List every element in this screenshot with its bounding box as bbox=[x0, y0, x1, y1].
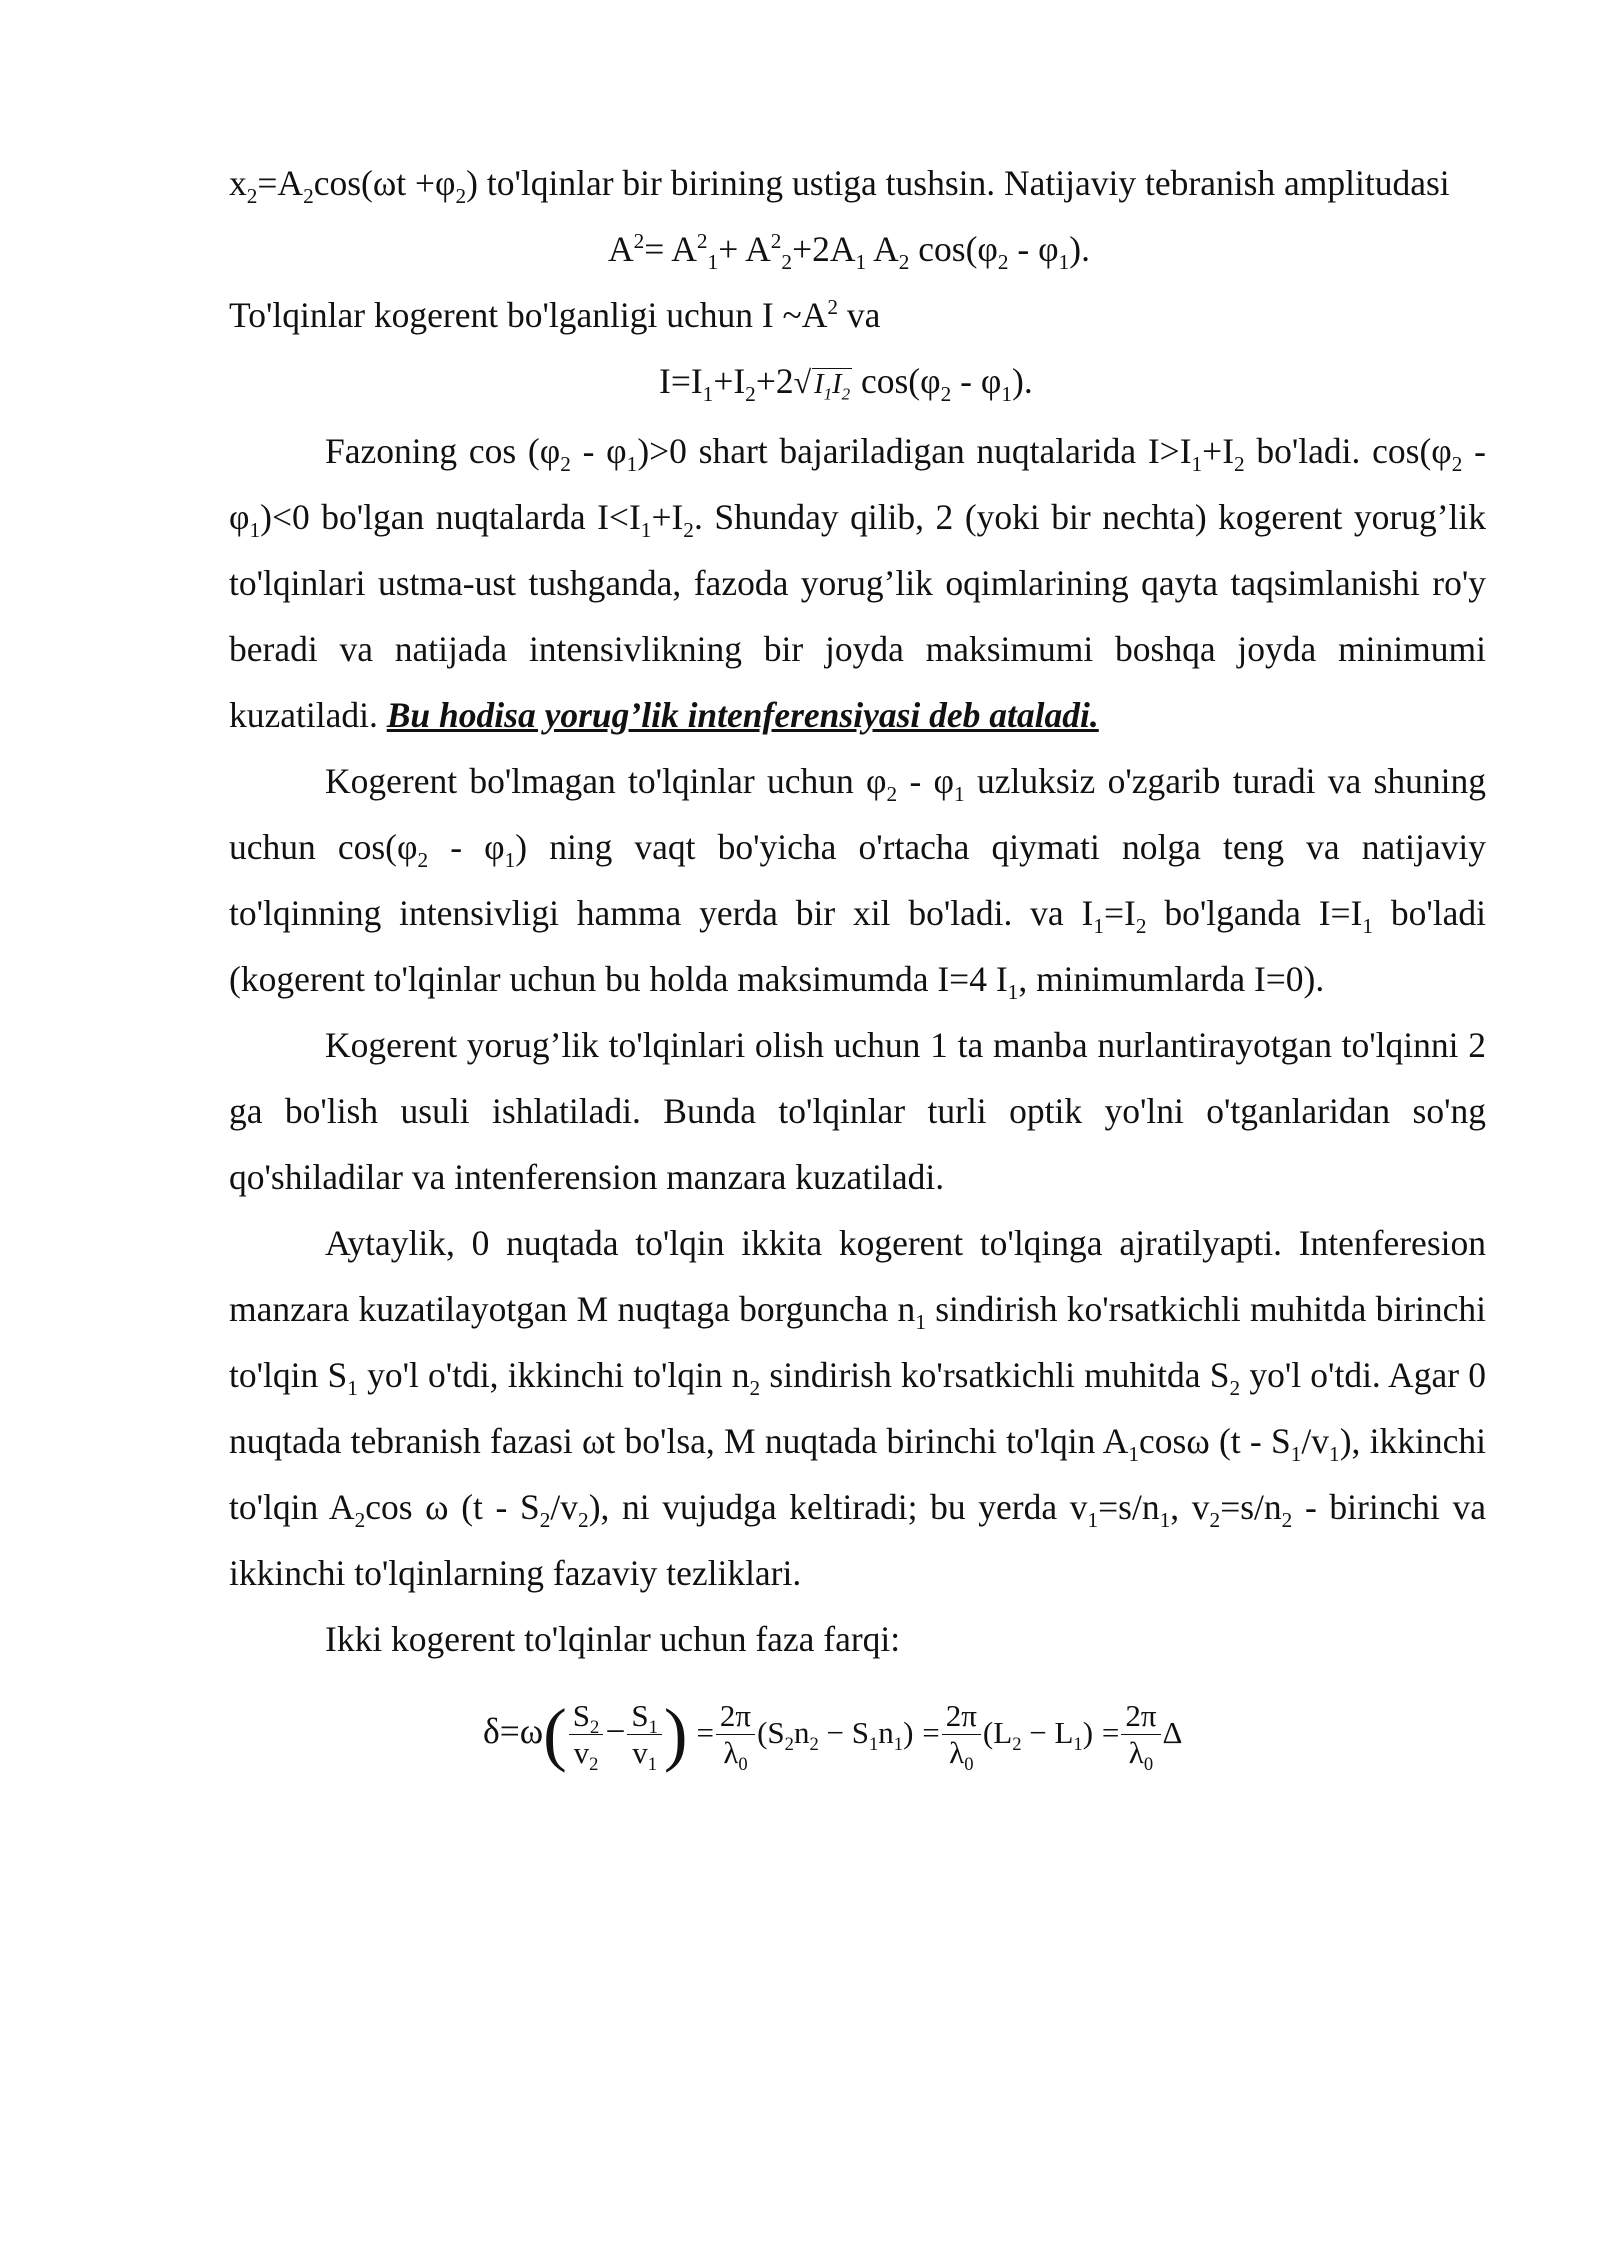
paragraph-coherent: To'lqinlar kogerent bo'lganligi uchun I $\sim A^2$ va bbox=[229, 295, 881, 335]
fraction-2pi-lambda-c: $\frac{2\pi}{\lambda_0}$ bbox=[1121, 1698, 1160, 1771]
sqrt-radicand: $I_1I_2$ bbox=[814, 369, 851, 404]
paragraph-incoherent: Kogerent bo'lmagan to'lqinlar uchun $\varphi_2 - \varphi_1$ uzluksiz o'zgarib turadi va shuning uchun $\cos(\varphi_2 - \varphi_1)$ ning vaqt bo'yicha o'rtacha qiymati nolga teng va natijaviy to'lqinning intensivligi hamma yerda bir xil bo'ladi. va $I_1=I_2$ bo'lganda $I=I_1$ bo'ladi (kogerent to'lqinlar uchun bu holda maksimumda I=4 $I_1$, minimumlarda I=0). bbox=[229, 761, 1486, 1005]
document-page bbox=[229, 150, 1486, 1778]
paragraph-interference: Fazoning $\cos (\varphi_2 - \varphi_1)>0$ shart bajariladigan nuqtalarida $I>I_1+I_2$ bo'ladi. $\cos(\varphi_2 - \varphi_1)<0$ bo'lgan nuqtalarda $I<I_1+I_2$. Shunday qilib, 2 (yoki bir nechta) kogerent yorug’lik to'lqinlari ustma-ust tushganda, fazoda yorug’lik oqimlarining qayta taqsimlanishi ro'y beradi va natijada intensivlikning bir joyda maksimumi boshqa joyda minimumi kuzatiladi. Bu hodisa yorug’lik intenferensiyasi deb ataladi. bbox=[229, 431, 1486, 735]
fraction-s2-v2: $\frac{S_2}{v_2}$ bbox=[569, 1698, 604, 1771]
sqrt-symbol: √ bbox=[793, 365, 812, 400]
paragraph-intro: $x_2=A_2\cos(\omega t +\varphi_2)$ to'lqinlar bir birining ustiga tushsin. Natijaviy tebranish amplitudasi bbox=[229, 163, 1450, 209]
paragraph-sources: Kogerent yorug’lik to'lqinlari olish uchun 1 ta manba nurlantirayotgan to'lqinni 2 ga bo'lish usuli ishlatiladi. Bunda to'lqinlar turli optik yo'lni o'tganlaridan so'ng qo'shiladilar va intenferension manzara kuzatiladi. bbox=[229, 1025, 1486, 1197]
fraction-2pi-lambda-a: $\frac{2\pi}{\lambda_0}$ bbox=[716, 1698, 755, 1771]
paragraph-paths: Aytaylik, 0 nuqtada to'lqin ikkita kogerent to'lqinga ajratilyapti. Intenferesion manzara kuzatilayotgan M nuqtaga borguncha $n_1$ sindirish ko'rsatkichli muhitda birinchi to'lqin $S_1$ yo'l o'tdi, ikkinchi to'lqin $n_2$ sindirish ko'rsatkichli muhitda $S_2$ yo'l o'tdi. Agar 0 nuqtada tebranish fazasi ωt bo'lsa, M nuqtada birinchi to'lqin $A_1\cos\omega$ $(t - S_1/v_1)$, ikkinchi to'lqin $A_2\cos$ ω $(t - S_2/v_2)$, ni vujudga keltiradi; bu yerda $v_1=s/n_1$, $v_2=s/n_2$ - birinchi va ikkinchi to'lqinlarning fazaviy tezliklari. bbox=[229, 1223, 1487, 1593]
formula-amplitude: $A^2= A^2_1+ A^2_2+2A_1$ $A_2$ $\cos(\varphi_2 - \varphi_1)$. bbox=[608, 229, 1090, 275]
formula-intensity: $I=I_1+I_2+2√$ $I_1I_2$ $\cos(\varphi_2 - \varphi_1)$. bbox=[659, 361, 1033, 407]
definition-highlight: Bu hodisa yorug’lik intenferensiyasi deb ataladi. bbox=[386, 695, 1099, 735]
formula-phase-difference: δ=ω( $\frac{S_2}{v_2}$ − $\frac{S_1}{v_1}$ ) = $\frac{2\pi}{\lambda_0}$ $(S_2n_2 - S_1n_1)$ = $\frac{2\pi}{\lambda_0}$ $(L_2 - L_1)$ = $\frac{2\pi}{\lambda_0}$ Δ bbox=[483, 1695, 1183, 1776]
paragraph-phase-diff: Ikki kogerent to'lqinlar uchun faza farqi: bbox=[325, 1619, 901, 1659]
fraction-2pi-lambda-b: $\frac{2\pi}{\lambda_0}$ bbox=[942, 1698, 981, 1771]
fraction-s1-v1: $\frac{S_1}{v_1}$ bbox=[627, 1698, 662, 1771]
